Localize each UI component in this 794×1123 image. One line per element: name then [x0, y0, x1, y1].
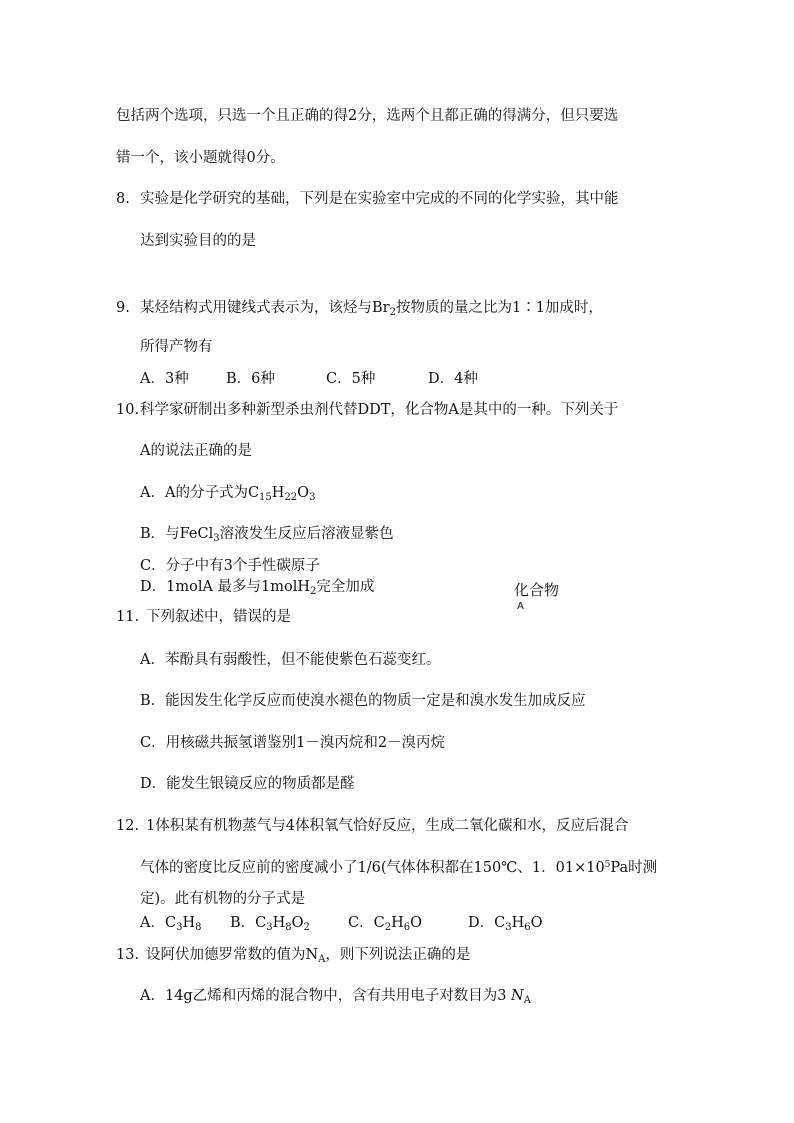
question-12-number: 12.	[116, 818, 140, 834]
intro-line-1: 包括两个选项，只选一个且正确的得2分，选两个且都正确的得满分，但只要选	[116, 108, 619, 124]
question-10-number: 10.	[116, 402, 140, 418]
q10-d-text-post: 完全加成	[316, 579, 375, 595]
q12-sup: 5	[604, 860, 611, 870]
q12-line2-text: 气体的密度比反应前的密度减小了1/6(气体体积都在150℃、1．01×10	[140, 860, 605, 876]
q9-option-b: B．6种	[226, 371, 275, 387]
q13-sub: A	[318, 954, 326, 965]
question-9-line-2: 所得产物有	[140, 339, 213, 355]
q11-option-c: C．用核磁共振氢谱鉴别1－溴丙烷和2－溴丙烷	[140, 735, 446, 751]
q11-option-a: A．苯酚具有弱酸性，但不能使紫色石蕊变红。	[140, 652, 441, 668]
q12-option-a: A．$C_3H_8$	[140, 915, 202, 933]
question-13-number: 13.	[116, 947, 140, 963]
q13-option-a	[140, 986, 531, 1006]
q10-d-text: D．1molA 最多与1molH	[140, 579, 311, 595]
q9-option-d: D．4种	[428, 371, 478, 387]
q10-b-sub: 3	[213, 533, 220, 544]
q10-b-text: B．与FeCl	[140, 526, 214, 542]
q10-a-sub1: 15	[259, 492, 272, 503]
question-9-line-1	[140, 298, 603, 318]
q13-text-a: 设阿伏加德罗常数的值为N	[146, 947, 319, 963]
q10-a-sub2: 22	[284, 492, 298, 503]
question-10-line-2: A的说法正确的是	[140, 443, 252, 459]
q9-text-a: 某烃结构式用键线式表示为，该烃与Br	[140, 300, 390, 316]
q10-a-sub3: 3	[309, 492, 316, 503]
figure-caption-compound: 化合物	[514, 581, 560, 599]
question-9-number: 9.	[116, 300, 130, 316]
q10-option-d	[140, 577, 374, 597]
q9-option-a: A．3种	[140, 371, 189, 387]
q10-d-sub: 2	[310, 586, 317, 597]
question-11-number: 11.	[116, 609, 140, 625]
figure-caption-compound-letter: A	[517, 601, 524, 612]
question-8-line-1: 实验是化学研究的基础，下列是在实验室中完成的不同的化学实验，其中能	[140, 191, 619, 207]
q12-option-c: C．$C_2H_6O$	[348, 915, 422, 933]
q10-a-h: H	[271, 485, 285, 501]
q13-text-b: ，则下列说法正确的是	[325, 947, 471, 963]
q12-option-d: D．$C_3H_6O$	[468, 915, 543, 933]
q9-option-c: C．5种	[326, 371, 376, 387]
question-13-line-1	[146, 945, 470, 965]
q9-sub: 2	[389, 307, 396, 318]
q10-a-text: A．A的分子式为C	[140, 485, 260, 501]
q12-option-b: B．$C_3H_8O_2$	[230, 915, 310, 933]
q11-option-b: B．能因发生化学反应而使溴水褪色的物质一定是和溴水发生加成反应	[140, 693, 586, 709]
q10-b-text-post: 溶液发生反应后溶液显紫色	[219, 526, 394, 542]
question-12-line-2	[140, 858, 657, 878]
question-8-line-2: 达到实验目的的是	[140, 233, 256, 249]
question-12-line-1: 1体积某有机物蒸气与4体积氧气恰好反应，生成二氧化碳和水，反应后混合	[146, 818, 629, 834]
intro-line-2: 错一个，该小题就得0分。	[116, 150, 285, 166]
q13-a-n: N	[511, 988, 524, 1004]
q10-option-c: C．分子中有3个手性碳原子	[140, 558, 320, 574]
question-12-line-3: 定)。此有机物的分子式是	[140, 891, 306, 907]
q10-a-o: O	[297, 485, 310, 501]
question-10-line-1: 科学家研制出多种新型杀虫剂代替DDT，化合物A是其中的一种。下列关于	[140, 402, 619, 418]
question-9-options	[140, 369, 478, 389]
question-12-options	[140, 913, 543, 933]
q10-option-a	[140, 483, 315, 503]
question-8-number: 8.	[116, 191, 130, 207]
q9-text-b: 按物质的量之比为1∶1加成时，	[395, 300, 603, 316]
q11-option-d: D．能发生银镜反应的物质都是醛	[140, 776, 355, 792]
question-11-line-1: 下列叙述中，错误的是	[146, 609, 291, 625]
q12-line2-text-b: Pa时测	[610, 860, 658, 876]
q10-option-b	[140, 524, 394, 544]
q13-a-text: A．14g乙烯和丙烯的混合物中，含有共用电子对数目为3	[140, 988, 512, 1004]
q13-a-sub: A	[523, 995, 531, 1006]
